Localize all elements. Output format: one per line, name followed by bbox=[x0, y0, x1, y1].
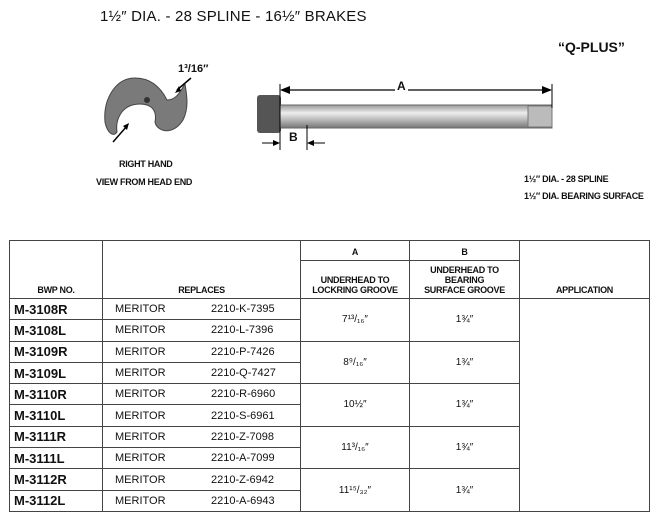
replaces-cell bbox=[103, 426, 301, 447]
part-number: 2210-A-6943 bbox=[211, 494, 275, 507]
part-number: 2210-A-7099 bbox=[211, 452, 275, 465]
cam-caption-2: VIEW FROM HEAD END bbox=[96, 177, 193, 187]
dimension-a: 10½″ bbox=[301, 384, 410, 427]
bwp-number: M-3112R bbox=[10, 469, 103, 490]
maker: MERITOR bbox=[115, 452, 166, 465]
replaces-cell bbox=[103, 320, 301, 341]
cam-head-image bbox=[95, 60, 215, 160]
header-application: APPLICATION bbox=[520, 241, 650, 299]
replaces-cell bbox=[103, 384, 301, 405]
bwp-number: M-3109L bbox=[10, 362, 103, 383]
bwp-number: M-3110R bbox=[10, 384, 103, 405]
header-b: B bbox=[410, 241, 520, 261]
product-badge: “Q-PLUS” bbox=[558, 39, 625, 55]
part-number: 2210-L-7396 bbox=[211, 324, 274, 337]
header-b-desc: UNDERHEAD TO BEARING SURFACE GROOVE bbox=[410, 261, 520, 299]
header-a: A bbox=[301, 241, 410, 261]
replaces-cell bbox=[103, 469, 301, 490]
bwp-number: M-3108R bbox=[10, 299, 103, 320]
dimension-a: 7¹³/₁₆″ bbox=[301, 299, 410, 342]
header-a-desc: UNDERHEAD TO LOCKRING GROOVE bbox=[301, 261, 410, 299]
header-bwp: BWP NO. bbox=[10, 241, 103, 299]
maker: MERITOR bbox=[115, 473, 166, 486]
part-number: 2210-R-6960 bbox=[211, 388, 276, 401]
cam-dimension: 1³/16″ bbox=[178, 63, 209, 75]
table-row bbox=[10, 299, 650, 320]
dimension-b: 1¾″ bbox=[410, 469, 520, 512]
dimension-b: 1¾″ bbox=[410, 384, 520, 427]
bwp-number: M-3112L bbox=[10, 490, 103, 511]
part-number: 2210-Z-6942 bbox=[211, 473, 274, 486]
dimension-b: 1¾″ bbox=[410, 426, 520, 469]
part-number: 2210-Q-7427 bbox=[211, 367, 276, 380]
replaces-cell bbox=[103, 448, 301, 469]
page-title: 1½″ DIA. - 28 SPLINE - 16½″ BRAKES bbox=[100, 8, 367, 25]
spec-line-1: 1½″ DIA. - 28 SPLINE bbox=[524, 174, 609, 184]
dimension-label-a: A bbox=[397, 79, 406, 93]
part-number: 2210-P-7426 bbox=[211, 345, 275, 358]
maker: MERITOR bbox=[115, 409, 166, 422]
maker: MERITOR bbox=[115, 430, 166, 443]
dimension-a: 11¹⁵/₃₂″ bbox=[301, 469, 410, 512]
part-number: 2210-S-6961 bbox=[211, 409, 275, 422]
replaces-cell bbox=[103, 299, 301, 320]
maker: MERITOR bbox=[115, 494, 166, 507]
dimension-label-b: B bbox=[289, 130, 298, 144]
maker: MERITOR bbox=[115, 303, 166, 316]
maker: MERITOR bbox=[115, 367, 166, 380]
maker: MERITOR bbox=[115, 388, 166, 401]
dimension-b: 1¾″ bbox=[410, 299, 520, 342]
part-number: 2210-K-7395 bbox=[211, 303, 275, 316]
application-cell bbox=[520, 299, 650, 512]
cam-caption-1: RIGHT HAND bbox=[119, 159, 173, 169]
maker: MERITOR bbox=[115, 345, 166, 358]
bwp-number: M-3108L bbox=[10, 320, 103, 341]
parts-table bbox=[9, 240, 650, 512]
header-replaces: REPLACES bbox=[103, 241, 301, 299]
part-number: 2210-Z-7098 bbox=[211, 430, 274, 443]
dimension-a: 11³/₁₆″ bbox=[301, 426, 410, 469]
bwp-number: M-3111R bbox=[10, 426, 103, 447]
replaces-cell bbox=[103, 341, 301, 362]
replaces-cell bbox=[103, 362, 301, 383]
dimension-b: 1¾″ bbox=[410, 341, 520, 384]
dimension-a: 8⁹/₁₆″ bbox=[301, 341, 410, 384]
bwp-number: M-3111L bbox=[10, 448, 103, 469]
bwp-number: M-3110L bbox=[10, 405, 103, 426]
replaces-cell bbox=[103, 405, 301, 426]
replaces-cell bbox=[103, 490, 301, 511]
spec-line-2: 1½″ DIA. BEARING SURFACE bbox=[524, 191, 644, 201]
maker: MERITOR bbox=[115, 324, 166, 337]
bwp-number: M-3109R bbox=[10, 341, 103, 362]
